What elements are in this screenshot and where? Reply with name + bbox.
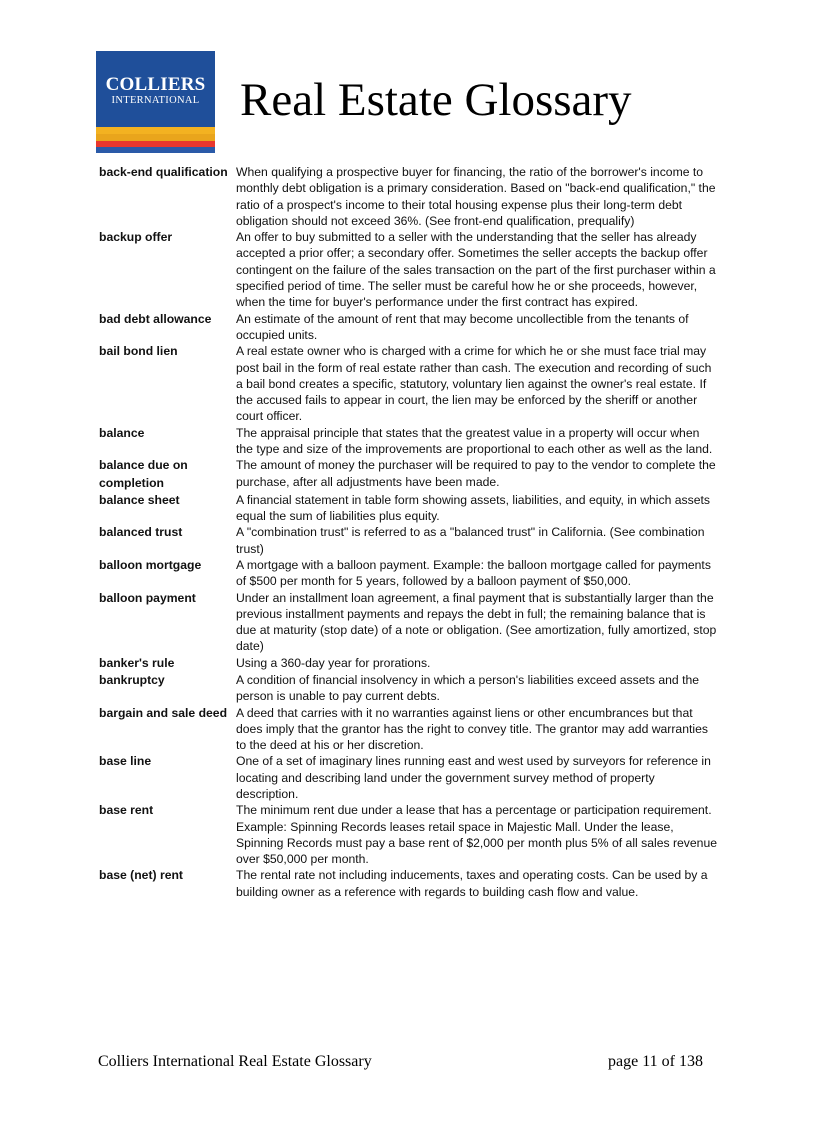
glossary-definition: The amount of money the purchaser will be required to pay to the vendor to complete the purchase, after all adjustments have been made. — [236, 458, 716, 489]
glossary-term: bargain and sale deed — [99, 705, 228, 720]
glossary-definition: When qualifying a prospective buyer for financing, the ratio of the borrower's income to monthly debt obligation is a primary consideration. Based on "back-end qualification," the ratio of a prospect's income to their total housing expense plus their long-term debt obligation should not exceed 36%. (See front-end qualification, prequalify) — [236, 165, 716, 228]
glossary-entry — [99, 311, 719, 344]
glossary-entry — [99, 753, 719, 802]
footer-document-title: Colliers International Real Estate Glossary — [98, 1053, 372, 1070]
glossary-entry — [99, 425, 719, 458]
glossary-term: balance — [99, 425, 145, 440]
glossary-definition: The appraisal principle that states that the greatest value in a property will occur when the type and size of the improvements are proportional to each other as well as the land. — [236, 425, 713, 457]
glossary-term: banker's rule — [99, 655, 175, 670]
glossary-definition: An estimate of the amount of rent that may become uncollectible from the tenants of occupied units. — [236, 311, 689, 342]
glossary-definition: A financial statement in table form showing assets, liabilities, and equity, in which assets equal the sum of liabilities plus equity. — [236, 492, 710, 524]
glossary-term: back-end qualification — [99, 165, 228, 179]
page-title: Real Estate Glossary — [240, 74, 632, 126]
colliers-logo — [96, 51, 215, 153]
glossary-term: balloon payment — [99, 590, 196, 605]
glossary-term: bankruptcy — [99, 672, 165, 687]
glossary-entry — [99, 229, 719, 310]
glossary-definition: A mortgage with a balloon payment. Example: the balloon mortgage called for payments of $500 per month for 5 years, followed by a balloon payment of $50,000. — [236, 557, 711, 589]
glossary-definition: A real estate owner who is charged with a crime for which he or she must face trial may post bail in the form of real estate rather than cash. The execution and recording of such a bail bond creates a specific, statutory, voluntary lien against the owner's real estate. If the accused fails to appear in court, the lien may be enforced by the sheriff or another court officer. — [236, 344, 712, 424]
glossary-term: base (net) rent — [99, 868, 183, 883]
glossary-definition: The rental rate not including inducements, taxes and operating costs. Can be used by a building owner as a reference with regards to building cash flow and value. — [236, 868, 708, 899]
glossary-entry — [99, 655, 719, 672]
glossary-term: balanced trust — [99, 525, 183, 540]
glossary-term: balance due on completion — [99, 458, 188, 490]
glossary-term: base rent — [99, 803, 154, 818]
glossary-list — [99, 164, 719, 900]
logo-band-orange — [96, 134, 215, 141]
glossary-entry — [99, 343, 719, 424]
glossary-definition: Using a 360-day year for prorations. — [236, 655, 431, 670]
glossary-entry — [99, 164, 719, 229]
glossary-entry — [99, 557, 719, 590]
glossary-entry — [99, 524, 719, 557]
logo-band-yellow — [96, 127, 215, 134]
glossary-term: balance sheet — [99, 492, 180, 507]
glossary-term: bail bond lien — [99, 344, 178, 359]
glossary-entry — [99, 867, 719, 900]
glossary-entry — [99, 705, 719, 754]
glossary-definition: A "combination trust" is referred to as a "balanced trust" in California. (See combination trust) — [236, 525, 705, 556]
glossary-entry — [99, 802, 719, 867]
glossary-entry — [99, 672, 719, 705]
logo-wordmark: COLLIERS — [105, 74, 206, 95]
glossary-definition: An offer to buy submitted to a seller with the understanding that the seller has already accepted a prior offer; a secondary offer. Sometimes the seller accepts the backup offer contingent on the failure of the sales transaction on the part of the first purchaser within a specified period of time. The seller must be careful how he or she proceeds, however, when the time for buyer's performance under the first contract has expired. — [236, 230, 716, 310]
footer-page-number: page 11 of 138 — [608, 1053, 703, 1070]
glossary-term: balloon mortgage — [99, 557, 202, 572]
logo-band-blue — [96, 147, 215, 153]
glossary-definition: One of a set of imaginary lines running east and west used by surveyors for reference in locating and describing land under the government survey method of property description. — [236, 754, 711, 801]
glossary-definition: A deed that carries with it no warranties against liens or other encumbrances but that does imply that the grantor has the right to convey title. The grantor may add warranties to the deed at his or her discretion. — [236, 705, 708, 753]
logo-subtitle: INTERNATIONAL — [111, 95, 200, 106]
glossary-definition: Under an installment loan agreement, a final payment that is substantially larger than the previous installment payments and repays the debt in full; the remaining balance that is due at maturity (stop date) of a note or obligation. (See amortization, fully amortized, stop date) — [236, 590, 717, 654]
glossary-term: backup offer — [99, 230, 173, 245]
glossary-definition: A condition of financial insolvency in which a person's liabilities exceed assets and the person is unable to pay current debts. — [236, 672, 700, 704]
glossary-entry — [99, 492, 719, 525]
glossary-term: base line — [99, 754, 152, 769]
glossary-entry — [99, 457, 719, 491]
glossary-entry — [99, 590, 719, 655]
glossary-definition: The minimum rent due under a lease that has a percentage or participation requirement. Example: Spinning Records leases retail space in Majestic Mall. Under the lease, Spinning Records must pay a base rent of $2,000 per month plus 5% of all sales revenue over $50,000 per month. — [236, 803, 718, 867]
glossary-term: bad debt allowance — [99, 311, 212, 326]
